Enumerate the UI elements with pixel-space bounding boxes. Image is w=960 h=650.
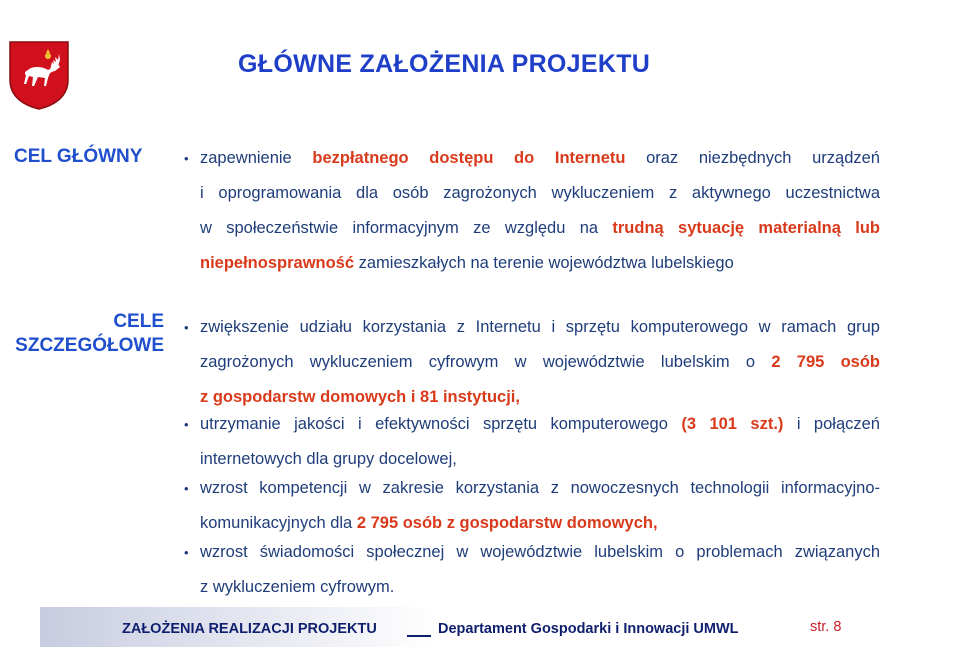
main-goal-paragraph <box>184 141 880 281</box>
text-line <box>184 535 880 570</box>
main-goal-label: CEL GŁÓWNY <box>14 146 143 167</box>
text-segment: utrzymanie jakości i efektywności sprzętu komputerowego <box>200 415 682 433</box>
highlighted-text: z gospodarstw domowych i 81 instytucji, <box>200 388 520 406</box>
specific-goal-1 <box>184 310 880 415</box>
text-line <box>184 345 880 380</box>
specific-goals-label-line1: CELE <box>113 311 164 332</box>
text-segment: wzrost kompetencji w zakresie korzystania z nowoczesnych technologii informacyjno- <box>200 479 880 497</box>
text-segment: zamieszkałych na terenie województwa lubelskiego <box>354 254 734 272</box>
footer-project-label: ZAŁOŻENIA REALIZACJI PROJEKTU <box>122 621 377 637</box>
specific-goal-1-text <box>184 310 880 415</box>
text-segment: zagrożonych wykluczeniem cyfrowym w województwie lubelskim o <box>200 353 772 371</box>
text-segment: zwiększenie udziału korzystania z Internetu i sprzętu komputerowego w ramach grup <box>200 318 880 336</box>
specific-goals-label <box>0 310 164 358</box>
specific-goal-3 <box>184 471 880 541</box>
specific-goal-4 <box>184 535 880 605</box>
main-goal-text <box>184 141 880 281</box>
specific-goal-4-text <box>184 535 880 605</box>
highlighted-text: 2 795 osób <box>771 353 880 371</box>
specific-goal-3-text <box>184 471 880 541</box>
text-segment: internetowych dla grupy docelowej, <box>200 450 457 468</box>
bullet-icon: • <box>184 545 189 560</box>
highlighted-text: bezpłatnego dostępu do Internetu <box>312 149 626 167</box>
specific-goal-2-text <box>184 407 880 477</box>
page-title: GŁÓWNE ZAŁOŻENIA PROJEKTU <box>238 50 651 78</box>
bullet-icon: • <box>184 320 189 335</box>
text-line <box>184 310 880 345</box>
bullet-icon: • <box>184 151 189 166</box>
text-segment: w społeczeństwie informacyjnym ze względu na <box>200 219 613 237</box>
page-number: str. 8 <box>810 619 842 635</box>
text-line <box>184 211 880 246</box>
footer-bar <box>40 607 922 647</box>
text-segment: i połączeń <box>783 415 880 433</box>
text-line <box>184 471 880 506</box>
specific-goals-label-line2: SZCZEGÓŁOWE <box>15 335 164 356</box>
bullet-icon: • <box>184 481 189 496</box>
footer-department: Departament Gospodarki i Innowacji UMWL <box>438 621 739 637</box>
text-segment: z wykluczeniem cyfrowym. <box>200 578 395 596</box>
text-line <box>184 407 880 442</box>
highlighted-text: trudną sytuację materialną lub <box>612 219 880 237</box>
specific-goal-2 <box>184 407 880 477</box>
text-line <box>184 246 880 281</box>
text-segment: komunikacyjnych dla <box>200 514 357 532</box>
text-segment: i oprogramowania dla osób zagrożonych wykluczeniem z aktywnego uczestnictwa <box>200 184 880 202</box>
text-segment: zapewnienie <box>200 149 313 167</box>
bullet-icon: • <box>184 417 189 432</box>
highlighted-text: niepełnosprawność <box>200 254 355 272</box>
text-line <box>184 176 880 211</box>
text-line <box>184 141 880 176</box>
footer-divider <box>407 635 431 637</box>
coat-of-arms-logo <box>8 40 70 110</box>
text-segment: oraz niezbędnych urządzeń <box>625 149 880 167</box>
text-segment: wzrost świadomości społecznej w województwie lubelskim o problemach związanych <box>200 543 880 561</box>
text-line <box>184 570 880 605</box>
highlighted-text: (3 101 szt.) <box>681 415 784 433</box>
highlighted-text: 2 795 osób z gospodarstw domowych, <box>356 514 658 532</box>
